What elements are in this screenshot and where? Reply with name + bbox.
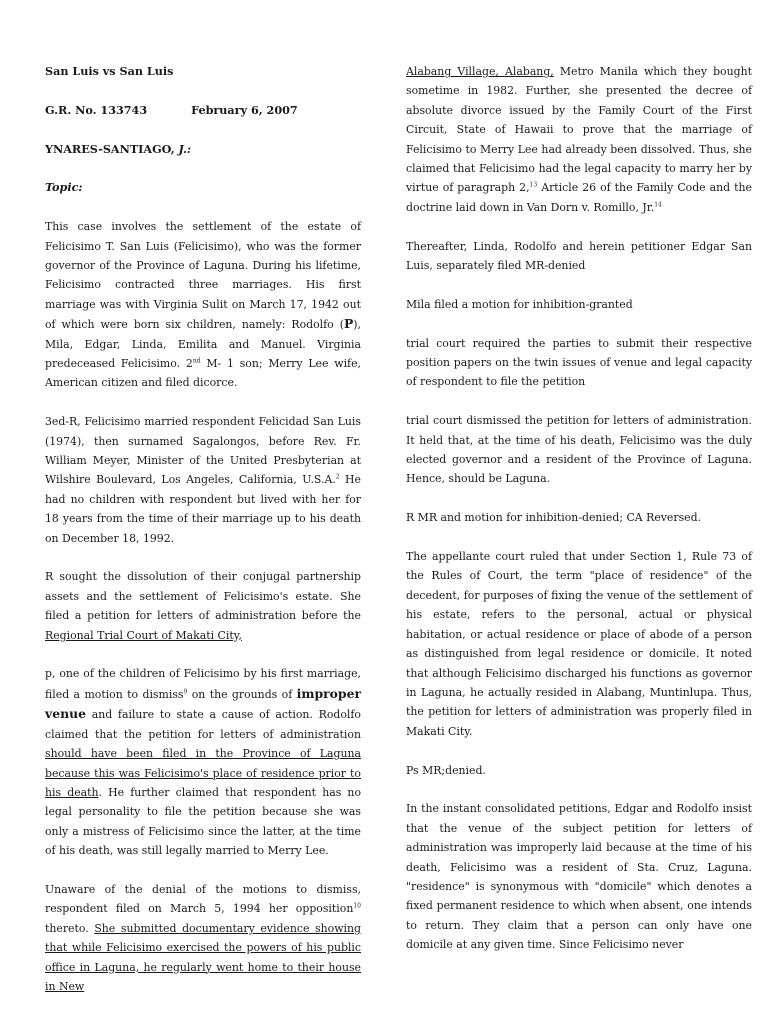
paragraph-inhibition: Mila filed a motion for inhibition-granted: [406, 297, 633, 311]
paragraph-facts-5: [45, 880, 361, 996]
text-run: ), Mila, Edgar, Linda, Emilita and Manuel. Virginia predeceased Felicisimo. 2: [45, 318, 361, 371]
paragraph-ca-reversed: R MR and motion for inhibition-denied; CA Reversed.: [406, 511, 702, 525]
text-run: R sought the dissolution of their conjugal partnership assets and the settlement of Felicisimo's estate. She filed a petition for letters of administration before the: [45, 570, 361, 623]
text-run: He had no children with respondent but lived with her for 18 years from the time of their marriage up to his death on December 18, 1992.: [45, 473, 361, 545]
case-title: San Luis vs San Luis: [45, 64, 174, 78]
paragraph-continued: [406, 62, 752, 217]
superscript: nd: [192, 357, 201, 365]
text-run: and failure to state a cause of action. Rodolfo claimed that the petition for letters of administration: [45, 708, 361, 741]
paragraph-facts-3: [45, 567, 361, 645]
paragraph-facts-4: [45, 664, 361, 860]
paragraph-petitions: In the instant consolidated petitions, Edgar and Rodolfo insist that the venue of the subject petition for letters of administration was improperly laid because at the time of his death, Felicisimo was a resident of Sta. Cruz, Laguna. "residence" is synonymous with "domicile" which denotes a fixed permanent residence to which when absent, one intends to return. They claim that a person can only have one domicile at any given time. Since Felicisimo never: [406, 802, 752, 952]
underlined-text: should have been filed in the Province of Laguna because this was Felicisimo's place of residence prior to his death: [45, 747, 361, 799]
justice-name: YNARES-SANTIAGO,: [45, 141, 175, 156]
gr-number: G.R. No. 133743: [45, 102, 148, 117]
paragraph-mr-denied: Thereafter, Linda, Rodolfo and herein petitioner Edgar San Luis, separately filed MR-denied: [406, 239, 752, 273]
text-run: on the grounds of: [187, 687, 297, 701]
justice-suffix: J.:: [178, 141, 191, 156]
text-run: thereto.: [45, 921, 95, 935]
text-run: Metro Manila which they bought sometime in 1982. Further, she presented the decree of absolute divorce issued by the Family Court of the First Circuit, State of Hawaii to prove that the marriage of Felicisimo to Merry Lee had already been dissolved. Thus, she claimed that Felicisimo had the legal capacity to marry her by virtue of paragraph 2,: [406, 65, 752, 195]
left-column: [45, 62, 361, 1016]
text-run: 3ed-R, Felicisimo married respondent Felicidad San Luis (1974), then surnamed Sagalongos, before Rev. Fr. William Meyer, Minister of the United Presbyterian at Wilshire Boulevard, Los Angeles, California, U.S.A.: [45, 415, 361, 487]
bold-text: improper venue: [45, 685, 361, 722]
text-run: This case involves the settlement of the estate of Felicisimo T. San Luis (Felicisimo), who was the former governor of the Province of Laguna. During his lifetime, Felicisimo contracted three marriages. His first marriage was with Virginia Sulit on March 17, 1942 out of which were born six children, namely: Rodolfo (: [45, 220, 361, 332]
right-column: [406, 62, 752, 974]
topic-heading: [45, 178, 361, 197]
paragraph-appellate-ruling: The appellante court ruled that under Section 1, Rule 73 of the Rules of Court, the term "place of residence" of the decedent, for purposes of fixing the venue of the settlement of his estate, refers to the personal, actual or physical habitation, or actual residence or place of abode of a person as distinguished from legal residence or domicile. It noted that although Felicisimo discharged his functions as governor in Laguna, he actually resided in Alabang, Muntinlupa. Thus, the petition for letters of administration was properly filed in Makati City.: [406, 550, 752, 738]
footnote-ref: 2: [335, 473, 340, 481]
decision-date: February 6, 2007: [191, 102, 298, 117]
text-run: Unaware of the denial of the motions to dismiss, respondent filed on March 5, 1994 her opposition: [45, 882, 361, 916]
footnote-ref: 10: [353, 902, 361, 910]
footnote-ref: 9: [183, 688, 188, 696]
footnote-ref: 14: [654, 201, 662, 209]
paragraph-position-papers: trial court required the parties to submit their respective position papers on the twin issues of venue and legal capacity of respondent to file the petition: [406, 336, 752, 389]
underlined-text: Regional Trial Court of Makati City,: [45, 628, 242, 642]
text-run: p, one of the children of Felicisimo by his first marriage, filed a motion to dismiss: [45, 667, 361, 701]
footnote-ref: 13: [529, 181, 538, 189]
underlined-text: Alabang Village, Alabang,: [406, 65, 554, 78]
paragraph-dismissal: trial court dismissed the petition for letters of administration. It held that, at the time of his death, Felicisimo was the duly elected governor and a resident of the Province of Laguna. Hence, should be Laguna.: [406, 414, 752, 486]
text-run: Article 26 of the Family Code and the doctrine laid down in Van Dorn v. Romillo, Jr.: [406, 181, 752, 214]
paragraph-facts-2: [45, 412, 361, 548]
text-run: . He further claimed that respondent has no legal personality to file the petition because she was only a mistress of Felicisimo since the latter, at the time of his death, was still legally married to Merry Lee.: [45, 785, 361, 858]
paragraph-ps-mr: Ps MR;denied.: [406, 763, 486, 777]
text-run: M- 1 son; Merry Lee wife, American citizen and filed dicorce.: [45, 357, 361, 390]
case-number-line: [45, 101, 361, 120]
bold-text: P: [343, 316, 354, 332]
underlined-text: She submitted documentary evidence showing that while Felicisimo exercised the powers of his public office in Laguna, he regularly went home to their house in New: [45, 921, 361, 993]
paragraph-facts-1: [45, 217, 361, 393]
topic-label: Topic:: [45, 180, 83, 195]
ponente: [45, 140, 361, 159]
